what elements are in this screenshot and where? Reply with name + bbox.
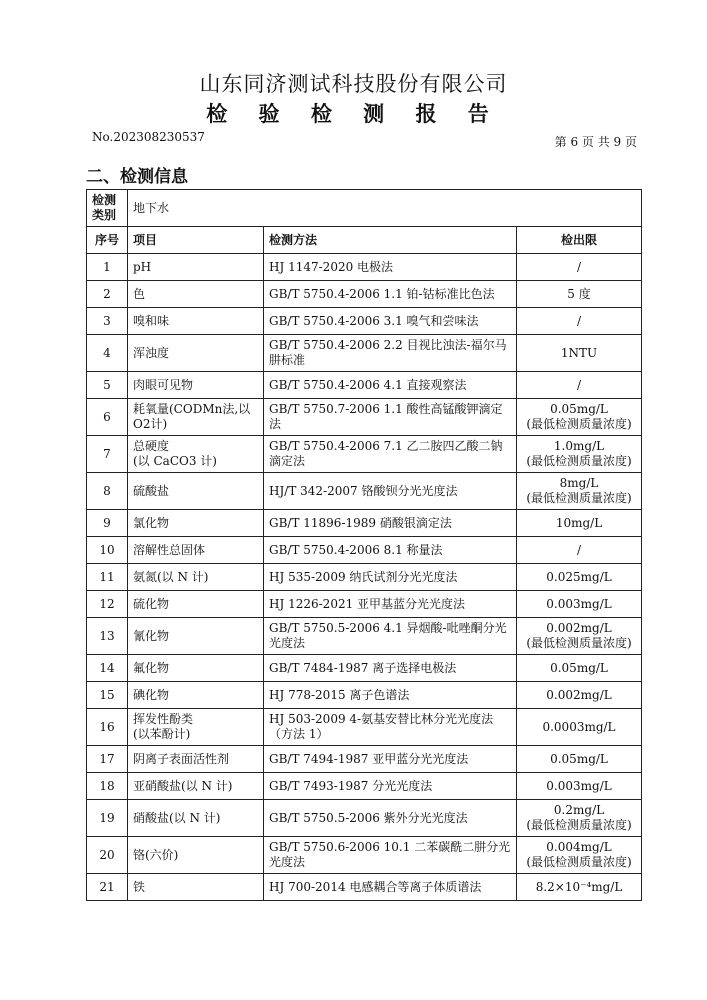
table-row: [87, 473, 642, 510]
detection-info-table: [86, 189, 642, 901]
row-number: 8: [87, 473, 128, 510]
row-limit: 0.002mg/L (最低检测质量浓度): [517, 618, 642, 655]
row-item: 嗅和味: [128, 308, 264, 335]
table-row: [87, 564, 642, 591]
row-method: GB/T 5750.7-2006 1.1 酸性高锰酸钾滴定法: [264, 399, 517, 436]
row-item: 氰化物: [128, 618, 264, 655]
row-method: GB/T 11896-1989 硝酸银滴定法: [264, 510, 517, 537]
table-row: [87, 510, 642, 537]
row-number: 11: [87, 564, 128, 591]
row-number: 4: [87, 335, 128, 372]
table-row: [87, 773, 642, 800]
row-item: 色: [128, 281, 264, 308]
table-row: [87, 399, 642, 436]
row-number: 16: [87, 709, 128, 746]
column-header-limit: 检出限: [517, 227, 642, 254]
row-limit: /: [517, 537, 642, 564]
row-method: HJ 535-2009 纳氏试剂分光光度法: [264, 564, 517, 591]
row-method: GB/T 5750.4-2006 1.1 铂-钴标准比色法: [264, 281, 517, 308]
column-header-method: 检测方法: [264, 227, 517, 254]
row-number: 7: [87, 436, 128, 473]
table-row: [87, 254, 642, 281]
table-row: [87, 655, 642, 682]
table-row: [87, 436, 642, 473]
table-row: [87, 746, 642, 773]
row-item: 硫化物: [128, 591, 264, 618]
company-name: 山东同济测试科技股份有限公司: [199, 72, 508, 96]
table-row: [87, 874, 642, 901]
row-number: 9: [87, 510, 128, 537]
row-method: GB/T 5750.4-2006 7.1 乙二胺四乙酸二钠滴定法: [264, 436, 517, 473]
table-row: [87, 308, 642, 335]
page-indicator: 第 6 页 共 9 页: [554, 135, 637, 149]
row-number: 15: [87, 682, 128, 709]
row-limit: 0.2mg/L (最低检测质量浓度): [517, 800, 642, 837]
table-row: [87, 591, 642, 618]
row-item: 硫酸盐: [128, 473, 264, 510]
row-item: 肉眼可见物: [128, 372, 264, 399]
row-method: HJ/T 342-2007 铬酸钡分光光度法: [264, 473, 517, 510]
row-limit: /: [517, 308, 642, 335]
row-number: 12: [87, 591, 128, 618]
row-number: 20: [87, 837, 128, 874]
report-title: 检 验 检 测 报 告: [206, 102, 501, 126]
row-limit: 0.003mg/L: [517, 591, 642, 618]
row-method: GB/T 5750.5-2006 4.1 异烟酸-吡唑酮分光光度法: [264, 618, 517, 655]
row-method: HJ 1147-2020 电极法: [264, 254, 517, 281]
row-method: GB/T 5750.4-2006 2.2 目视比浊法-福尔马肼标准: [264, 335, 517, 372]
row-number: 14: [87, 655, 128, 682]
section-heading: 二、检测信息: [86, 167, 188, 187]
table-row: [87, 682, 642, 709]
row-limit: 8.2×10⁻⁴mg/L: [517, 874, 642, 901]
row-method: HJ 503-2009 4-氨基安替比林分光光度法（方法 1）: [264, 709, 517, 746]
row-method: GB/T 7493-1987 分光光度法: [264, 773, 517, 800]
category-row: [87, 190, 642, 227]
row-method: GB/T 7494-1987 亚甲蓝分光光度法: [264, 746, 517, 773]
row-limit: 10mg/L: [517, 510, 642, 537]
row-limit: 0.025mg/L: [517, 564, 642, 591]
row-number: 1: [87, 254, 128, 281]
table-row: [87, 537, 642, 564]
row-item: 耗氧量(CODMn法,以O2计): [128, 399, 264, 436]
row-item: 总硬度 (以 CaCO3 计): [128, 436, 264, 473]
table-row: [87, 281, 642, 308]
category-value: 地下水: [128, 190, 642, 227]
row-limit: 0.05mg/L: [517, 746, 642, 773]
table-row: [87, 800, 642, 837]
row-limit: 0.05mg/L: [517, 655, 642, 682]
row-limit: 5 度: [517, 281, 642, 308]
row-method: HJ 1226-2021 亚甲基蓝分光光度法: [264, 591, 517, 618]
row-method: HJ 700-2014 电感耦合等离子体质谱法: [264, 874, 517, 901]
row-item: 氨氮(以 N 计): [128, 564, 264, 591]
row-limit: 0.004mg/L (最低检测质量浓度): [517, 837, 642, 874]
row-item: 溶解性总固体: [128, 537, 264, 564]
row-number: 13: [87, 618, 128, 655]
row-method: GB/T 5750.5-2006 紫外分光光度法: [264, 800, 517, 837]
row-number: 10: [87, 537, 128, 564]
row-method: GB/T 7484-1987 离子选择电极法: [264, 655, 517, 682]
column-header-item: 项目: [128, 227, 264, 254]
row-number: 17: [87, 746, 128, 773]
row-item: 铁: [128, 874, 264, 901]
row-limit: 0.0003mg/L: [517, 709, 642, 746]
row-item: 碘化物: [128, 682, 264, 709]
row-item: 挥发性酚类 (以苯酚计): [128, 709, 264, 746]
row-item: 浑浊度: [128, 335, 264, 372]
row-item: 铬(六价): [128, 837, 264, 874]
row-limit: 1NTU: [517, 335, 642, 372]
row-limit: 8mg/L (最低检测质量浓度): [517, 473, 642, 510]
table-row: [87, 618, 642, 655]
row-method: GB/T 5750.4-2006 4.1 直接观察法: [264, 372, 517, 399]
row-number: 18: [87, 773, 128, 800]
row-item: pH: [128, 254, 264, 281]
row-limit: 0.002mg/L: [517, 682, 642, 709]
column-header-no: 序号: [87, 227, 128, 254]
row-item: 阴离子表面活性剂: [128, 746, 264, 773]
row-number: 3: [87, 308, 128, 335]
row-limit: 1.0mg/L (最低检测质量浓度): [517, 436, 642, 473]
row-method: GB/T 5750.6-2006 10.1 二苯碳酰二肼分光光度法: [264, 837, 517, 874]
row-limit: /: [517, 254, 642, 281]
row-item: 亚硝酸盐(以 N 计): [128, 773, 264, 800]
row-method: GB/T 5750.4-2006 3.1 嗅气和尝味法: [264, 308, 517, 335]
table-row: [87, 335, 642, 372]
table-row: [87, 837, 642, 874]
row-limit: 0.003mg/L: [517, 773, 642, 800]
row-number: 2: [87, 281, 128, 308]
row-number: 19: [87, 800, 128, 837]
table-row: [87, 709, 642, 746]
table-header-row: [87, 227, 642, 254]
row-method: HJ 778-2015 离子色谱法: [264, 682, 517, 709]
table-row: [87, 372, 642, 399]
row-number: 6: [87, 399, 128, 436]
report-number: No.202308230537: [92, 130, 205, 144]
category-label: 检测类别: [87, 190, 128, 227]
row-limit: /: [517, 372, 642, 399]
row-number: 21: [87, 874, 128, 901]
row-item: 硝酸盐(以 N 计): [128, 800, 264, 837]
row-item: 氯化物: [128, 510, 264, 537]
row-item: 氟化物: [128, 655, 264, 682]
row-number: 5: [87, 372, 128, 399]
row-method: GB/T 5750.4-2006 8.1 称量法: [264, 537, 517, 564]
row-limit: 0.05mg/L (最低检测质量浓度): [517, 399, 642, 436]
